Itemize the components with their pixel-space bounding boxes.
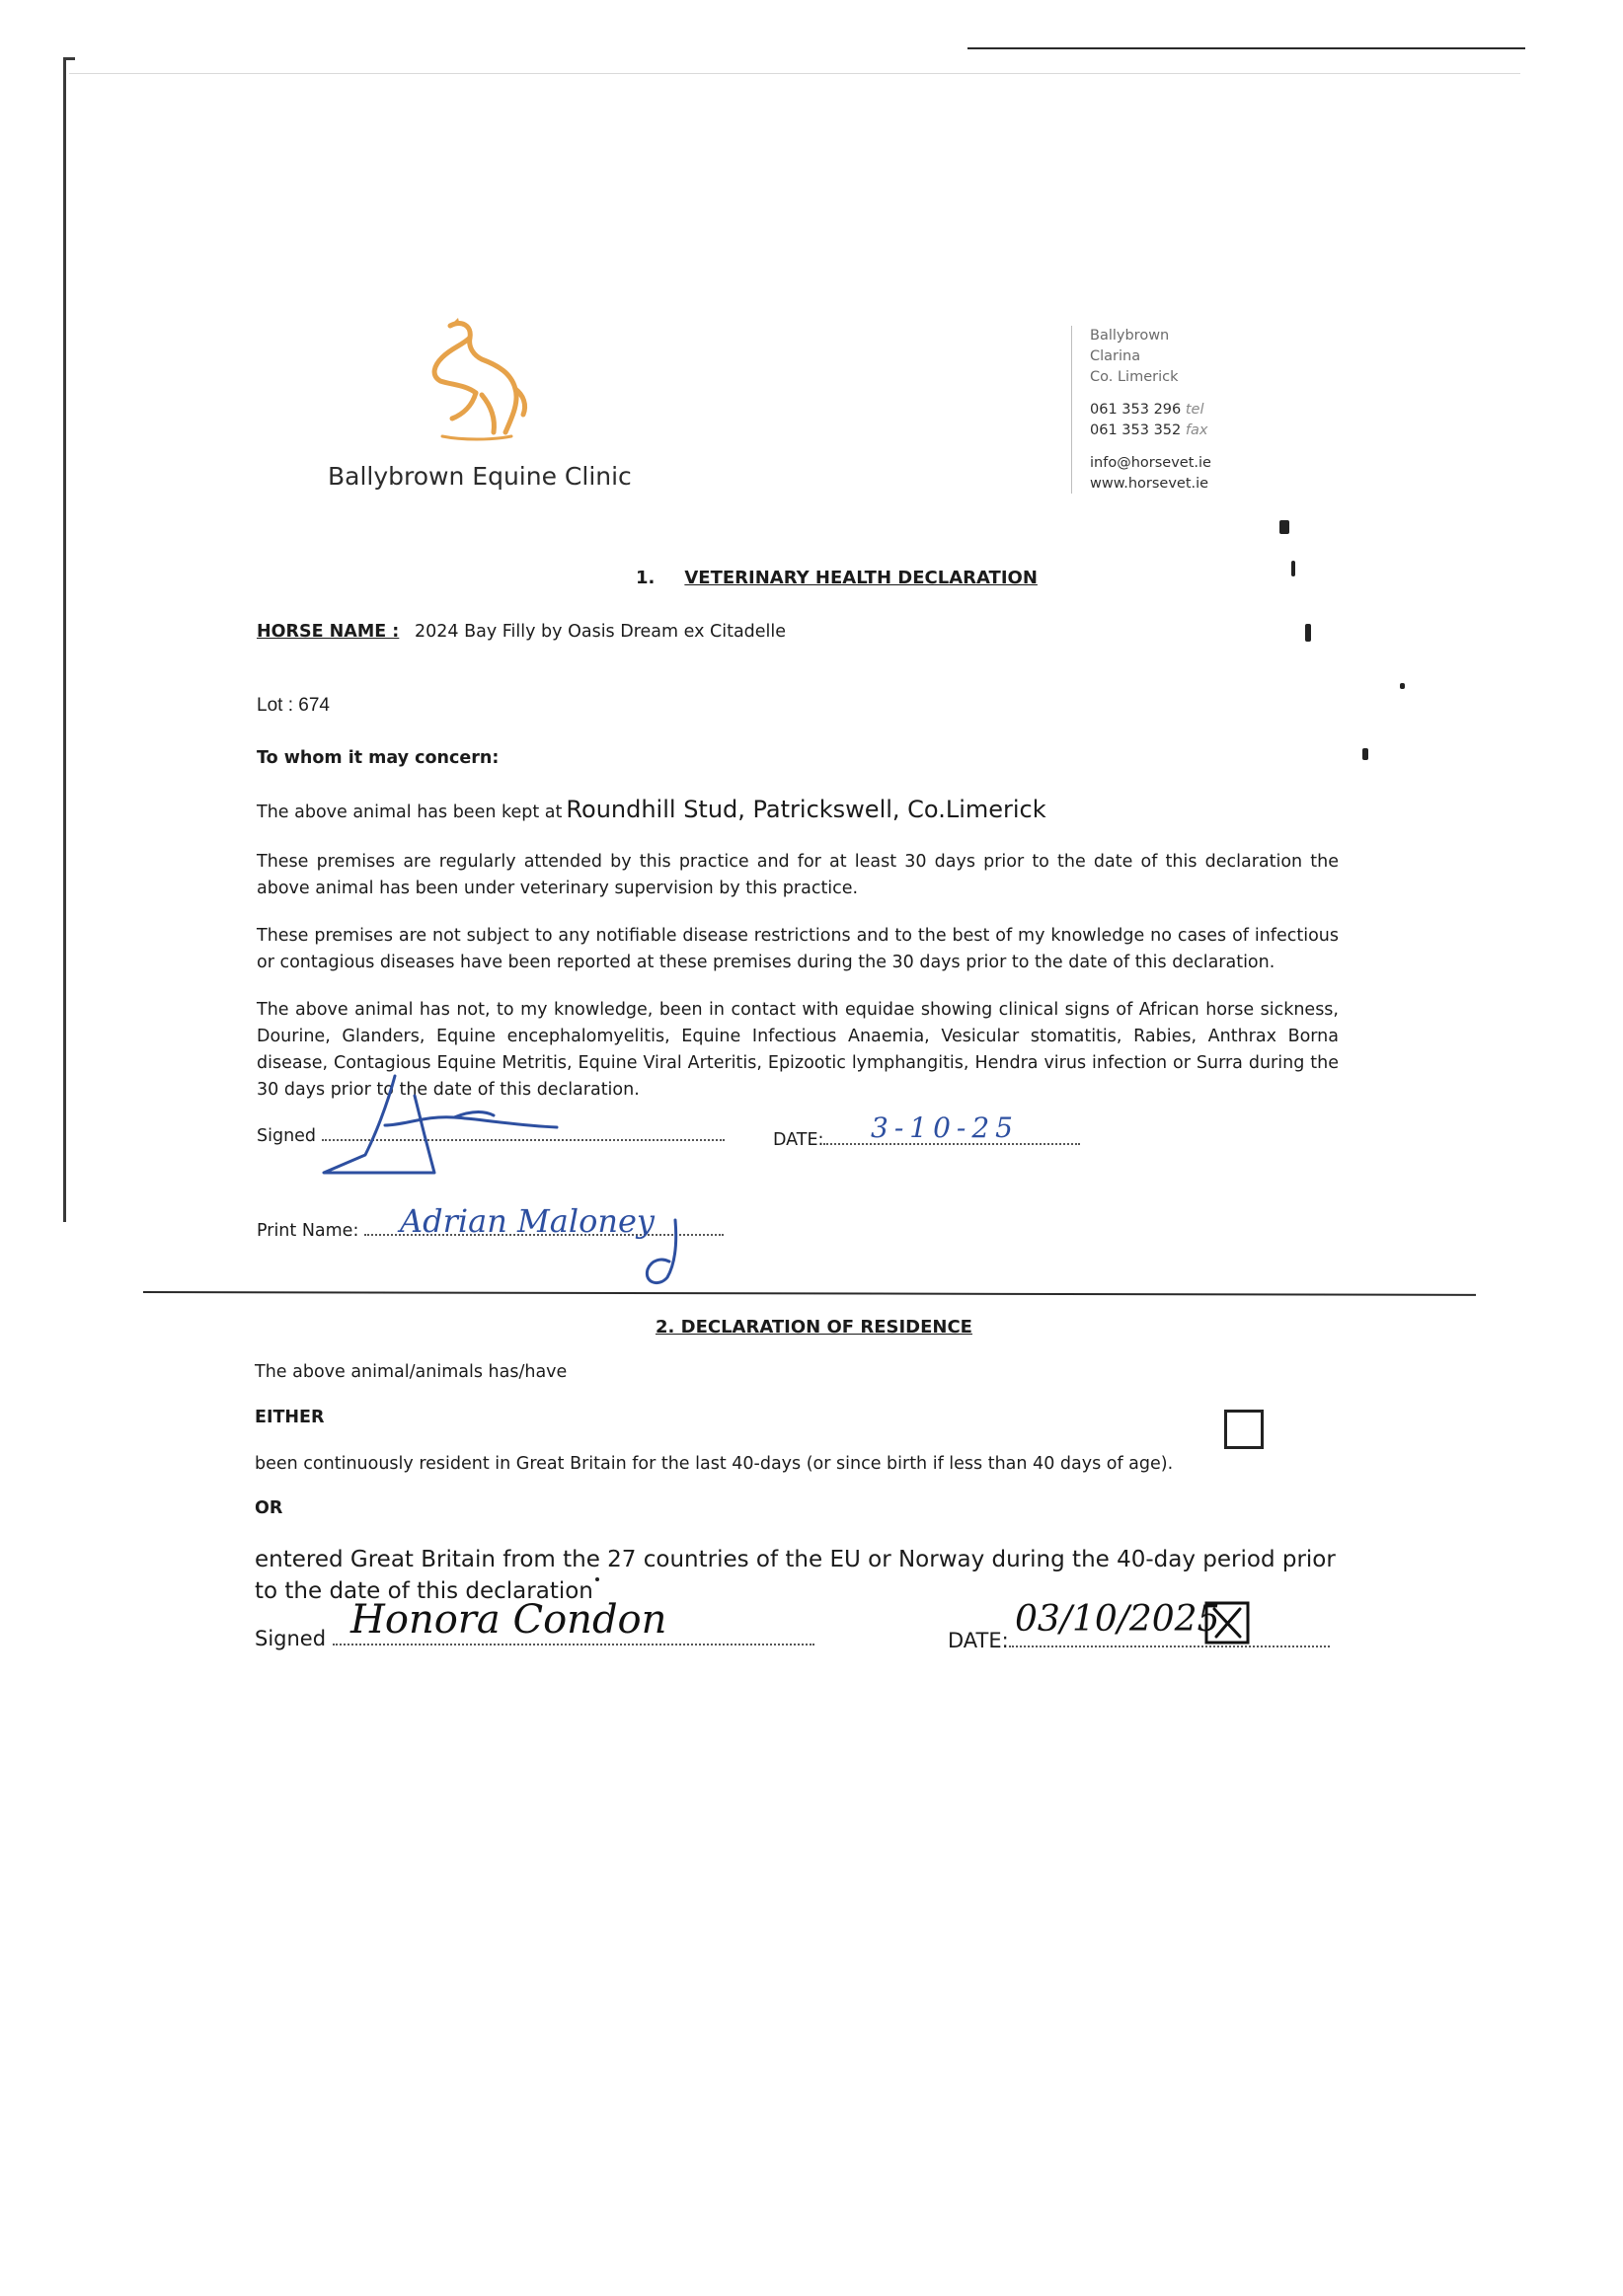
resident-signature: Honora Condon [350,1597,667,1643]
section1-title: VETERINARY HEALTH DECLARATION [684,568,1038,588]
horse-logo [413,316,531,449]
scan-edge-line [69,73,1520,74]
section2-heading: 2. DECLARATION OF RESIDENCE [656,1317,972,1338]
section1-heading [636,568,1038,588]
address-divider [1071,326,1072,494]
date-label: DATE: [948,1629,1009,1652]
scan-speck [1305,624,1311,642]
horse-name-label: HORSE NAME : [257,622,400,642]
signature-flourish [632,1214,691,1287]
lot-number: Lot : 674 [257,695,330,716]
vet-signature [316,1066,573,1180]
fax-number: 061 353 352 [1090,422,1182,438]
section-divider [143,1291,1476,1296]
fax-line [1090,421,1207,440]
horse-name-value: 2024 Bay Filly by Oasis Dream ex Citadelle [415,622,787,642]
phone-line [1090,400,1204,420]
section1-number: 1. [636,568,656,588]
tel-label: tel [1185,402,1204,418]
signed-label: Signed [255,1627,327,1650]
resident-date-value: 03/10/2025 [1015,1599,1220,1640]
kept-location: Roundhill Stud, Patrickswell, Co.Limerick [566,796,1046,823]
paragraph-supervision: These premises are regularly attended by this practice and for at least 30 days prior to the date of this declaration the above animal has been under veterinary supervision by this practice. [257,852,1339,898]
address-line: Co. Limerick [1090,369,1179,385]
scan-speck [1400,683,1405,689]
signed-label: Signed [257,1126,317,1146]
website: www.horsevet.ie [1090,476,1209,492]
vet-date-value: 3-10-25 [871,1111,1019,1144]
paragraph-restrictions: These premises are not subject to any notifiable disease restrictions and to the best of my knowledge no cases of infectious or contagious diseases have been reported at these premises during the 30 days prior to the date of this declaration. [257,926,1339,972]
scan-speck [1279,520,1289,534]
print-name-value: Adrian Maloney [400,1202,655,1240]
scan-edge-line [63,57,66,1222]
kept-prefix: The above animal has been kept at [257,803,563,822]
scan-speck [1291,561,1295,576]
paragraph-diseases: The above animal has not, to my knowledge, been in contact with equidae showing clinical signs of African horse sickness, Dourine, Glanders, Equine encephalomyelitis, Equine Infectious Anaemia, Vesicular stomatitis, Rabies, Anthrax Borna disease, Contagious Equine Metritis, Equine Viral Arteritis, Epizootic lymphangitis, Hendra virus infection or Surra during the 30 days prior to the date of this declaration. [257,1000,1339,1100]
greeting: To whom it may concern: [257,748,500,768]
scan-edge-line [967,47,1525,49]
address-line: Ballybrown [1090,328,1170,344]
address-line: Clarina [1090,348,1141,364]
or-label: OR [255,1498,283,1518]
tel-number: 061 353 296 [1090,402,1182,418]
option1-checkbox[interactable] [1224,1410,1264,1449]
print-name-label: Print Name: [257,1221,359,1241]
option2-text: entered Great Britain from the 27 countries of the EU or Norway during the 40-day period prior to the date of this declaration [255,1547,1336,1604]
option2-checkbox-checked[interactable] [1204,1601,1250,1645]
scan-edge-line [63,57,75,60]
residence-intro: The above animal/animals has/have [255,1362,568,1382]
date-label: DATE: [773,1130,824,1150]
clinic-name: Ballybrown Equine Clinic [328,462,632,491]
email: info@horsevet.ie [1090,455,1211,471]
kept-at-line [257,796,1046,823]
option1-text: been continuously resident in Great Britain for the last 40-days (or since birth if less than 40 days of age). [255,1454,1174,1474]
scan-speck [595,1577,599,1581]
either-label: EITHER [255,1408,325,1427]
fax-label: fax [1185,422,1208,438]
scan-speck [1362,748,1368,760]
